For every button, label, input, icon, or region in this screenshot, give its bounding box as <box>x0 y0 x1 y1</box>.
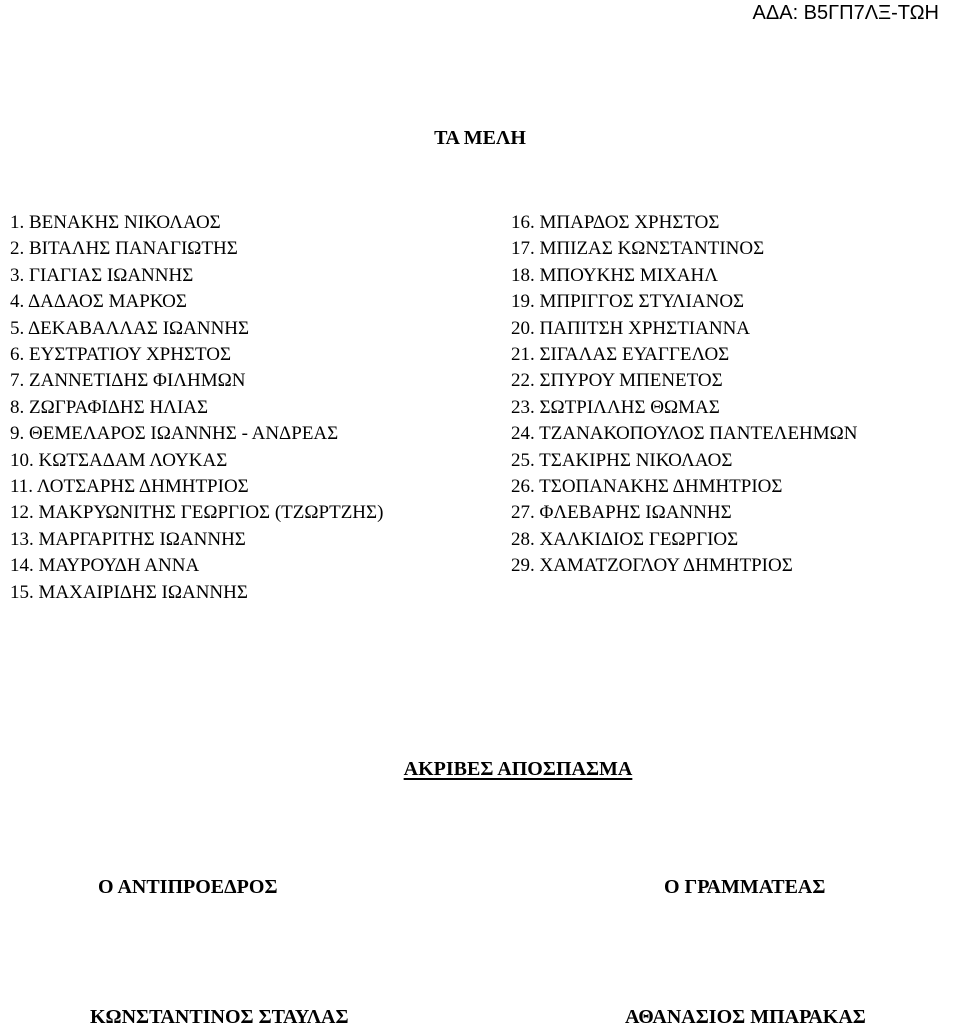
list-item: 8. ΖΩΓΡΑΦΙΔΗΣ ΗΛΙΑΣ <box>10 396 209 418</box>
signatory-role-left: Ο ΑΝΤΙΠΡΟΕΔΡΟΣ <box>98 876 278 898</box>
list-item: 25. ΤΣΑΚΙΡΗΣ ΝΙΚΟΛΑΟΣ <box>511 449 733 471</box>
list-item: 6. ΕΥΣΤΡΑΤΙΟΥ ΧΡΗΣΤΟΣ <box>10 344 232 366</box>
list-item: 26. ΤΣΟΠΑΝΑΚΗΣ ΔΗΜΗΤΡΙΟΣ <box>511 476 783 498</box>
page-title: ΤΑ ΜΕΛΗ <box>434 127 526 149</box>
list-item: 5. ΔΕΚΑΒΑΛΛΑΣ ΙΩΑΝΝΗΣ <box>10 317 250 339</box>
list-item: 21. ΣΙΓΑΛΑΣ ΕΥΑΓΓΕΛΟΣ <box>511 344 730 366</box>
extract-heading <box>0 757 960 781</box>
list-item: 24. ΤΖΑΝΑΚΟΠΟΥΛΟΣ ΠΑΝΤΕΛΕΗΜΩΝ <box>511 423 858 445</box>
list-item: 1. ΒΕΝΑΚΗΣ ΝΙΚΟΛΑΟΣ <box>10 212 221 233</box>
members-list-left <box>10 210 383 606</box>
list-item: 12. ΜΑΚΡΥΩΝΙΤΗΣ ΓΕΩΡΓΙΟΣ (ΤΖΩΡΤΖΗΣ) <box>10 502 384 524</box>
signatory-name-left: ΚΩΝΣΤΑΝΤΙΝΟΣ ΣΤΑΥΛΑΣ <box>90 1006 349 1028</box>
list-item: 2. ΒΙΤΑΛΗΣ ΠΑΝΑΓΙΩΤΗΣ <box>10 238 238 260</box>
list-item: 28. ΧΑΛΚΙΔΙΟΣ ΓΕΩΡΓΙΟΣ <box>511 528 739 550</box>
list-item: 18. ΜΠΟΥΚΗΣ ΜΙΧΑΗΛ <box>511 264 719 286</box>
list-item: 7. ΖΑΝΝΕΤΙΔΗΣ ΦΙΛΗΜΩΝ <box>10 370 246 392</box>
list-item: 11. ΛΟΤΣΑΡΗΣ ΔΗΜΗΤΡΙΟΣ <box>10 476 249 498</box>
list-item: 16. ΜΠΑΡΔΟΣ ΧΡΗΣΤΟΣ <box>511 212 720 233</box>
list-item: 19. ΜΠΡΙΓΓΟΣ ΣΤΥΛΙΑΝΟΣ <box>511 291 745 313</box>
list-item: 20. ΠΑΠΙΤΣΗ ΧΡΗΣΤΙΑΝΝΑ <box>511 317 751 339</box>
list-item: 9. ΘΕΜΕΛΑΡΟΣ ΙΩΑΝΝΗΣ - ΑΝΔΡΕΑΣ <box>10 423 339 445</box>
list-item: 23. ΣΩΤΡΙΛΛΗΣ ΘΩΜΑΣ <box>511 396 720 418</box>
ada-code: ΑΔΑ: Β5ΓΠ7ΛΞ-ΤΩΗ <box>752 2 939 24</box>
list-item: 3. ΓΙΑΓΙΑΣ ΙΩΑΝΝΗΣ <box>10 264 194 286</box>
list-item: 4. ΔΑΔΑΟΣ ΜΑΡΚΟΣ <box>10 291 187 313</box>
signatory-role-right: Ο ΓΡΑΜΜΑΤΕΑΣ <box>664 876 826 898</box>
list-item: 14. ΜΑΥΡΟΥΔΗ ΑΝΝΑ <box>10 555 200 577</box>
list-item: 10. ΚΩΤΣΑΔΑΜ ΛΟΥΚΑΣ <box>10 449 228 471</box>
members-list-right <box>511 210 858 580</box>
extract-label: ΑΚΡΙΒΕΣ ΑΠΟΣΠΑΣΜΑ <box>403 758 633 780</box>
list-item: 29. ΧΑΜΑΤΖΟΓΛΟΥ ΔΗΜΗΤΡΙΟΣ <box>511 555 793 577</box>
list-item: 17. ΜΠΙΖΑΣ ΚΩΝΣΤΑΝΤΙΝΟΣ <box>511 238 765 260</box>
list-item: 27. ΦΛΕΒΑΡΗΣ ΙΩΑΝΝΗΣ <box>511 502 732 524</box>
list-item: 15. ΜΑΧΑΙΡΙΔΗΣ ΙΩΑΝΝΗΣ <box>10 581 248 603</box>
signatory-name-right: ΑΘΑΝΑΣΙΟΣ ΜΠΑΡΑΚΑΣ <box>625 1006 866 1028</box>
list-item: 22. ΣΠΥΡΟΥ ΜΠΕΝΕΤΟΣ <box>511 370 723 392</box>
list-item: 13. ΜΑΡΓΑΡΙΤΗΣ ΙΩΑΝΝΗΣ <box>10 528 246 550</box>
